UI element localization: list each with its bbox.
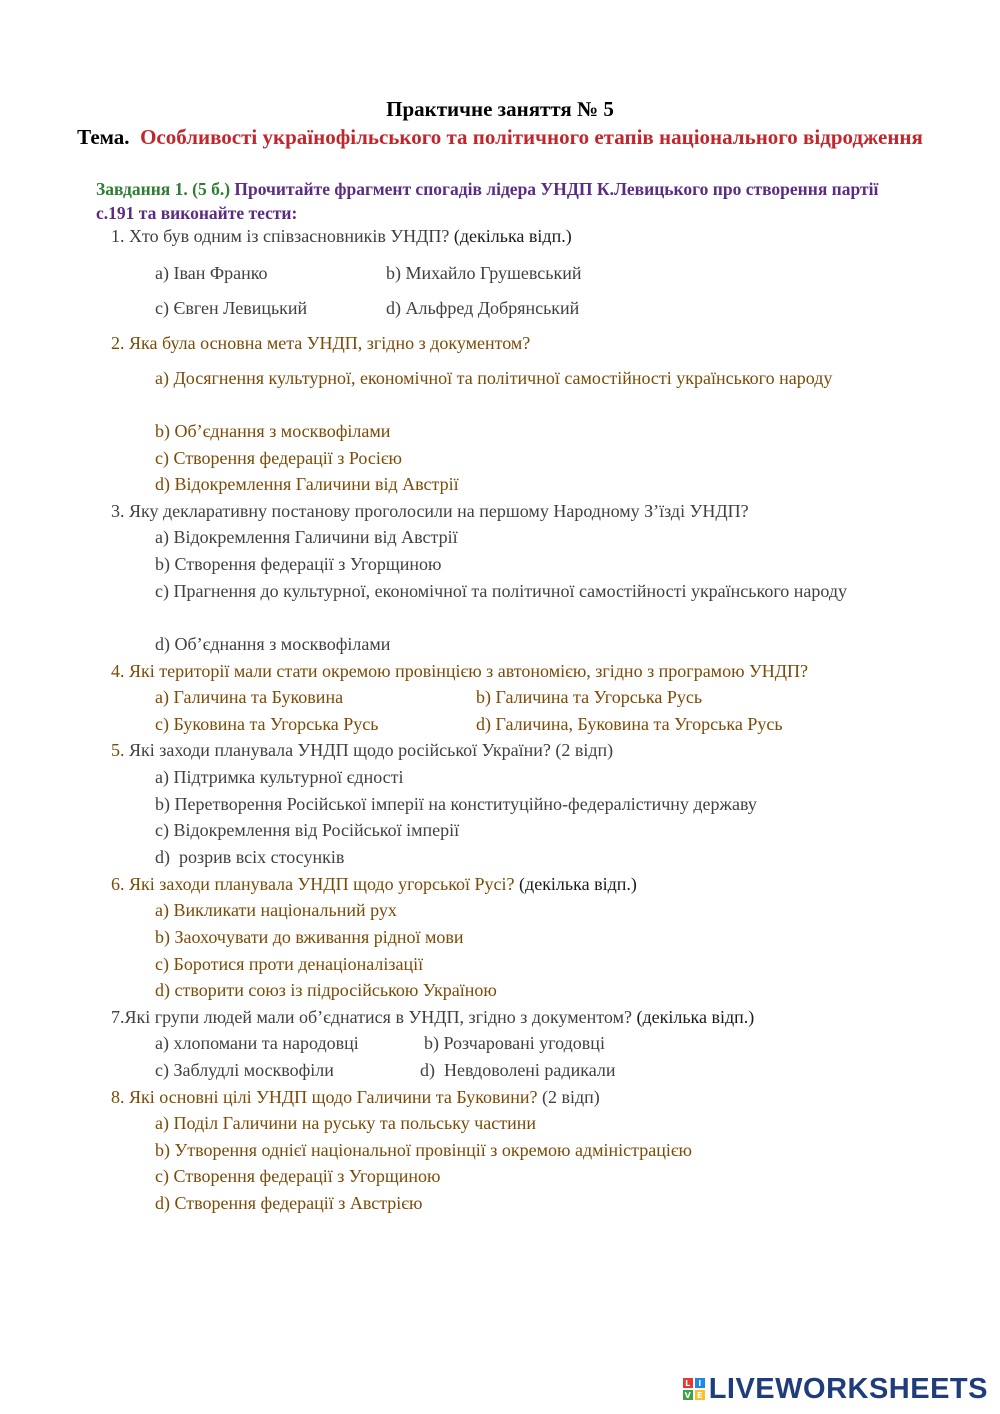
option-4b[interactable]: b) Галичина та Угорська Русь xyxy=(476,687,703,707)
option-2a[interactable]: a) Досягнення культурної, економічної та політичної самостійності українського народу xyxy=(155,368,833,388)
task-label: Завдання 1. (5 б.) xyxy=(96,179,231,199)
question-note: (декілька відп.) xyxy=(453,226,572,246)
option-1c[interactable]: c) Євген Левицький xyxy=(155,298,308,318)
question-3: 3. Яку декларативну постанову проголосили на першому Народному З’їзді УНДП? xyxy=(111,501,749,521)
logo-letter: V xyxy=(684,1390,691,1400)
option-4d[interactable]: d) Галичина, Буковина та Угорська Русь xyxy=(476,714,783,734)
option-8d[interactable]: d) Створення федерації з Австрією xyxy=(155,1193,423,1213)
question-7 xyxy=(111,1004,754,1030)
question-note: (2 відп) xyxy=(541,1087,600,1107)
page-title: Практичне заняття № 5 xyxy=(386,97,614,121)
option-5b[interactable]: b) Перетворення Російської імперії на конституційно-федералістичну державу xyxy=(155,794,757,814)
option-8b[interactable]: b) Утворення однієї національної провінції з окремою адміністрацією xyxy=(155,1140,693,1160)
logo-mark-icon xyxy=(683,1378,705,1400)
option-6c[interactable]: c) Боротися проти денаціоналізації xyxy=(155,954,424,974)
option-5c[interactable]: c) Відокремлення від Російської імперії xyxy=(155,820,460,840)
logo-text: LIVEWORKSHEETS xyxy=(708,1372,988,1405)
option-2d[interactable]: d) Відокремлення Галичини від Австрії xyxy=(155,474,459,494)
question-2: 2. Яка була основна мета УНДП, згідно з документом? xyxy=(111,333,531,353)
question-text: 7.Які групи людей мали об’єднатися в УНДП, згідно з документом? xyxy=(111,1007,632,1027)
option-4c[interactable]: c) Буковина та Угорська Русь xyxy=(155,714,379,734)
question-8 xyxy=(111,1084,600,1110)
question-6 xyxy=(111,871,637,897)
question-5 xyxy=(111,737,613,763)
option-5a[interactable]: a) Підтримка культурної єдності xyxy=(155,767,404,787)
option-1d[interactable]: d) Альфред Добрянський xyxy=(386,298,580,318)
question-text: 1. Хто був одним із співзасновників УНДП? xyxy=(111,226,450,246)
liveworksheets-logo[interactable] xyxy=(683,1372,988,1406)
option-2c[interactable]: c) Створення федерації з Росією xyxy=(155,448,402,468)
logo-letter: E xyxy=(695,1390,705,1400)
option-6b[interactable]: b) Заохочувати до вживання рідної мови xyxy=(155,927,464,947)
question-1 xyxy=(111,223,572,249)
option-4a[interactable]: a) Галичина та Буковина xyxy=(155,687,344,707)
option-1a[interactable]: a) Іван Франко xyxy=(155,263,268,283)
option-8c[interactable]: c) Створення федерації з Угорщиною xyxy=(155,1166,441,1186)
option-3c[interactable]: c) Прагнення до культурної, економічної та політичної самостійності українського народу xyxy=(155,581,848,601)
option-3a[interactable]: a) Відокремлення Галичини від Австрії xyxy=(155,527,458,547)
topic-heading xyxy=(60,123,940,151)
question-4: 4. Які території мали стати окремою провінцією з автономією, згідно з програмою УНДП? xyxy=(111,661,809,681)
option-7a[interactable]: a) хлопомани та народовці xyxy=(155,1033,359,1053)
option-8a[interactable]: a) Поділ Галичини на руську та польську частини xyxy=(155,1113,536,1133)
option-5d[interactable]: d) розрив всіх стосунків xyxy=(155,847,345,867)
question-note: (декілька відп.) xyxy=(519,874,637,894)
question-note: (декілька відп.) xyxy=(636,1007,755,1027)
logo-letter: L xyxy=(683,1378,693,1388)
option-7d[interactable]: d) Невдоволені радикали xyxy=(420,1060,616,1080)
option-7b[interactable]: b) Розчаровані угодовці xyxy=(424,1033,605,1053)
option-2b[interactable]: b) Об’єднання з москвофілами xyxy=(155,421,391,441)
option-3d[interactable]: d) Об’єднання з москвофілами xyxy=(155,634,391,654)
option-7c[interactable]: c) Заблудлі москвофіли xyxy=(155,1060,334,1080)
option-6a[interactable]: a) Викликати національний рух xyxy=(155,900,397,920)
topic-label: Тема. xyxy=(77,125,130,149)
question-text: 6. Які заходи планувала УНДП щодо угорської Русі? xyxy=(111,874,515,894)
option-1b[interactable]: b) Михайло Грушевський xyxy=(386,263,582,283)
logo-letter: I xyxy=(695,1378,705,1388)
question-text: Які заходи планувала УНДП щодо російської України? (2 відп) xyxy=(129,740,614,760)
option-6d[interactable]: d) створити союз із підросійською Україною xyxy=(155,980,497,1000)
option-3b[interactable]: b) Створення федерації з Угорщиною xyxy=(155,554,442,574)
question-text: 8. Які основні цілі УНДП щодо Галичини та Буковини? xyxy=(111,1087,538,1107)
topic-text: Особливості українофільського та політичного етапів національного відродження xyxy=(140,125,923,149)
question-number: 5. xyxy=(111,740,125,760)
task-instruction xyxy=(96,177,916,225)
task-text: Прочитайте фрагмент спогадів лідера УНДП К.Левицького про створення партії с.191 та виконайте тести: xyxy=(96,179,879,223)
